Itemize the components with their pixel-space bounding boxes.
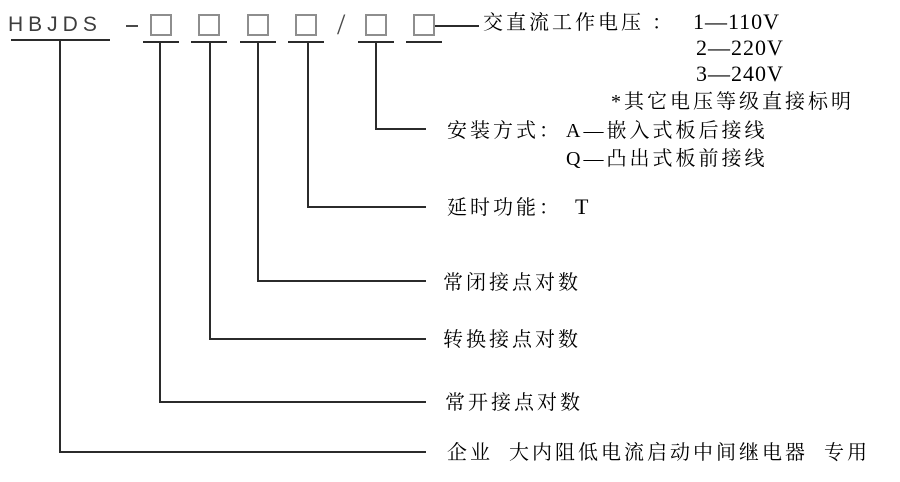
code-box-3 — [247, 14, 269, 36]
changeover-label: 转换接点对数 — [443, 329, 581, 351]
enterprise-label: 企业 大内阻低电流启动中间继电器 专用 — [447, 442, 870, 464]
connector-vertical-box5 — [375, 43, 377, 130]
voltage-option-1: 1—110V — [693, 9, 781, 34]
code-box-5 — [365, 14, 387, 36]
connector-vertical-box1 — [159, 43, 161, 403]
code-box-2 — [198, 14, 220, 36]
voltage-option-3: 3—240V — [696, 61, 784, 86]
connector-vertical-box4 — [307, 43, 309, 208]
connector-normally-open — [159, 401, 426, 403]
connector-normally-closed — [257, 280, 426, 282]
code-box-4 — [295, 14, 317, 36]
mounting-option-q: Q—凸出式板前接线 — [566, 148, 768, 170]
mounting-option-a: A—嵌入式板后接线 — [566, 120, 768, 142]
dash-separator — [126, 25, 138, 27]
delay-value: T — [575, 194, 590, 219]
code-box-1 — [150, 14, 172, 36]
connector-vertical-box3 — [257, 43, 259, 282]
slash-separator: / — [337, 8, 346, 41]
normally-closed-label: 常闭接点对数 — [443, 272, 581, 294]
connector-voltage — [435, 25, 479, 27]
connector-delay — [307, 206, 426, 208]
connector-vertical-box2 — [209, 43, 211, 340]
box-4-underline — [288, 41, 324, 43]
box-1-underline — [143, 41, 179, 43]
voltage-note: *其它电压等级直接标明 — [611, 91, 854, 113]
mounting-label: 安装方式： — [447, 120, 562, 142]
voltage-label: 交直流工作电压 ： — [483, 12, 675, 34]
connector-enterprise — [59, 451, 426, 453]
connector-changeover — [209, 338, 426, 340]
delay-label: 延时功能： — [447, 197, 562, 219]
normally-open-label: 常开接点对数 — [445, 392, 583, 414]
box-6-underline — [406, 41, 442, 43]
code-box-6 — [413, 14, 435, 36]
connector-vertical-prefix — [59, 40, 61, 453]
connector-mounting — [375, 128, 426, 130]
voltage-option-2: 2—220V — [696, 35, 784, 60]
model-prefix: HBJDS — [8, 13, 102, 36]
